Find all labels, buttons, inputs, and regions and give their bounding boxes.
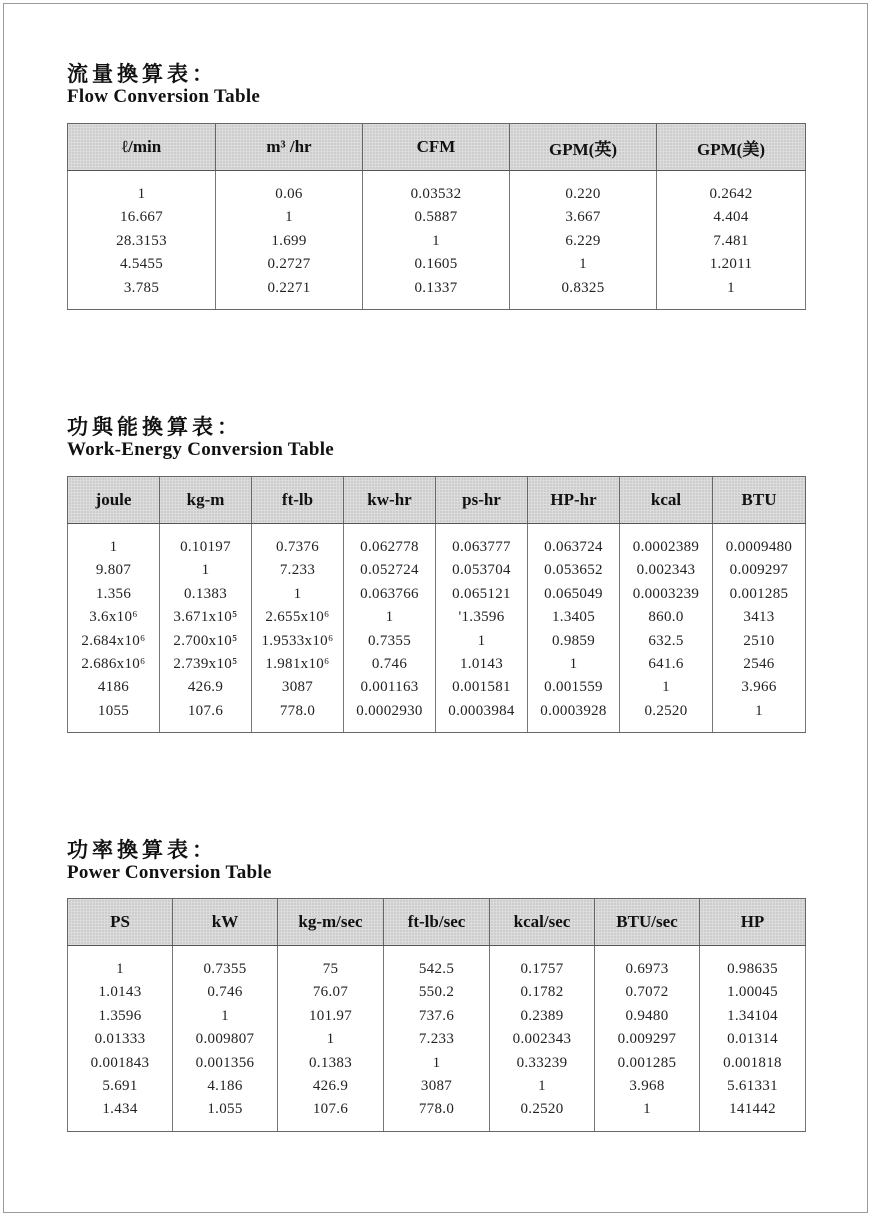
table-cell: 1.0143 (436, 653, 528, 676)
column-header: ft-lb/sec (384, 899, 490, 946)
column-header: CFM (363, 124, 510, 171)
flow-title-block (67, 62, 260, 108)
table-cell: 0.053704 (436, 559, 528, 582)
spacer-cell (68, 1122, 173, 1132)
table-cell: 0.2271 (216, 277, 363, 300)
table-cell: 3.667 (510, 206, 657, 229)
table-row (68, 1098, 806, 1121)
table-row (68, 1028, 806, 1051)
spacer-cell (510, 171, 657, 184)
table-row (68, 183, 806, 206)
spacer-cell (68, 171, 216, 184)
table-cell: 4.404 (657, 206, 806, 229)
spacer-row (68, 946, 806, 959)
table-cell: 5.61331 (700, 1075, 806, 1098)
spacer-row (68, 1122, 806, 1132)
table-row (68, 536, 806, 559)
table-cell: 0.06 (216, 183, 363, 206)
table-header-row (68, 477, 806, 524)
table-cell: 0.7072 (595, 981, 700, 1004)
spacer-cell (384, 946, 490, 959)
table-cell: 0.9859 (528, 630, 620, 653)
spacer-cell (510, 300, 657, 310)
table-cell: 0.001581 (436, 676, 528, 699)
table-cell: 0.0003984 (436, 700, 528, 723)
table-cell: 5.691 (68, 1075, 173, 1098)
table-cell: 0.6973 (595, 958, 700, 981)
table-cell: 0.1383 (160, 583, 252, 606)
column-header: PS (68, 899, 173, 946)
table-cell: 0.746 (344, 653, 436, 676)
spacer-cell (436, 723, 528, 733)
table-row (68, 1005, 806, 1028)
table-cell: 0.03532 (363, 183, 510, 206)
table-cell: 737.6 (384, 1005, 490, 1028)
power-title-en: Power Conversion Table (67, 862, 272, 883)
table-cell: 2.686x10⁶ (68, 653, 160, 676)
table-cell: 1 (657, 277, 806, 300)
table-cell: 3413 (713, 606, 806, 629)
table-cell: 0.8325 (510, 277, 657, 300)
spacer-cell (173, 946, 278, 959)
table-cell: 0.5887 (363, 206, 510, 229)
table-row (68, 630, 806, 653)
table-cell: 0.063777 (436, 536, 528, 559)
table-cell: 6.229 (510, 230, 657, 253)
table-cell: 0.062778 (344, 536, 436, 559)
table-cell: 550.2 (384, 981, 490, 1004)
table-cell: 1.356 (68, 583, 160, 606)
table-cell: 2.739x10⁵ (160, 653, 252, 676)
table-cell: 426.9 (160, 676, 252, 699)
spacer-cell (160, 524, 252, 537)
column-header: ps-hr (436, 477, 528, 524)
spacer-cell (363, 300, 510, 310)
power-title-block (67, 838, 272, 884)
table-row (68, 958, 806, 981)
table-cell: 0.001843 (68, 1052, 173, 1075)
column-header: ft-lb (252, 477, 344, 524)
table-cell: 778.0 (252, 700, 344, 723)
column-header: HP (700, 899, 806, 946)
table-cell: 0.01333 (68, 1028, 173, 1051)
column-header: m³ /hr (216, 124, 363, 171)
spacer-cell (657, 300, 806, 310)
table-cell: 1 (510, 253, 657, 276)
table-cell: 542.5 (384, 958, 490, 981)
table-cell: 1055 (68, 700, 160, 723)
table-cell: 0.0003239 (620, 583, 713, 606)
column-header: kg-m (160, 477, 252, 524)
table-cell: 4186 (68, 676, 160, 699)
spacer-cell (363, 171, 510, 184)
table-row (68, 253, 806, 276)
table-cell: 1 (68, 183, 216, 206)
table-cell: 141442 (700, 1098, 806, 1121)
table-cell: 1.00045 (700, 981, 806, 1004)
table-cell: '1.3596 (436, 606, 528, 629)
column-header: GPM(英) (510, 124, 657, 171)
spacer-row (68, 723, 806, 733)
table-row (68, 700, 806, 723)
table-row (68, 606, 806, 629)
table-cell: 778.0 (384, 1098, 490, 1121)
table-cell: 0.065049 (528, 583, 620, 606)
column-header: HP-hr (528, 477, 620, 524)
table-cell: 7.481 (657, 230, 806, 253)
table-cell: 1 (713, 700, 806, 723)
table-cell: 2.700x10⁵ (160, 630, 252, 653)
table-cell: 0.001163 (344, 676, 436, 699)
table-cell: 1.9533x10⁶ (252, 630, 344, 653)
table-row (68, 230, 806, 253)
table-row (68, 277, 806, 300)
spacer-cell (528, 524, 620, 537)
table-cell: 1 (384, 1052, 490, 1075)
power-title-cn: 功率換算表： (67, 838, 217, 862)
table-cell: 0.01314 (700, 1028, 806, 1051)
spacer-cell (68, 946, 173, 959)
spacer-cell (68, 300, 216, 310)
table-cell: 0.063724 (528, 536, 620, 559)
table-cell: 7.233 (384, 1028, 490, 1051)
spacer-cell (595, 946, 700, 959)
table-cell: 4.186 (173, 1075, 278, 1098)
table-cell: 641.6 (620, 653, 713, 676)
table-cell: 2.655x10⁶ (252, 606, 344, 629)
table-cell: 1 (363, 230, 510, 253)
table-cell: 1 (344, 606, 436, 629)
table-cell: 2510 (713, 630, 806, 653)
table-cell: 101.97 (278, 1005, 384, 1028)
table-cell: 2.684x10⁶ (68, 630, 160, 653)
table-cell: 0.002343 (620, 559, 713, 582)
column-header: kcal (620, 477, 713, 524)
spacer-cell (528, 723, 620, 733)
table-row (68, 981, 806, 1004)
table-cell: 0.98635 (700, 958, 806, 981)
table-cell: 0.001285 (713, 583, 806, 606)
spacer-cell (173, 1122, 278, 1132)
work-title-block (67, 415, 334, 461)
spacer-cell (384, 1122, 490, 1132)
spacer-cell (657, 171, 806, 184)
table-cell: 426.9 (278, 1075, 384, 1098)
table-cell: 0.220 (510, 183, 657, 206)
table-cell: 0.063766 (344, 583, 436, 606)
spacer-cell (68, 524, 160, 537)
table-cell: 1.2011 (657, 253, 806, 276)
table-cell: 0.009807 (173, 1028, 278, 1051)
table-cell: 3.671x10⁵ (160, 606, 252, 629)
table-cell: 1.3596 (68, 1005, 173, 1028)
spacer-cell (344, 723, 436, 733)
table-cell: 9.807 (68, 559, 160, 582)
spacer-cell (700, 946, 806, 959)
spacer-cell (713, 524, 806, 537)
table-cell: 0.1605 (363, 253, 510, 276)
spacer-cell (620, 723, 713, 733)
table-cell: 1.699 (216, 230, 363, 253)
column-header: kw-hr (344, 477, 436, 524)
table-cell: 0.001356 (173, 1052, 278, 1075)
spacer-cell (216, 171, 363, 184)
table-cell: 1 (528, 653, 620, 676)
spacer-cell (713, 723, 806, 733)
column-header: kg-m/sec (278, 899, 384, 946)
table-cell: 632.5 (620, 630, 713, 653)
table-row (68, 653, 806, 676)
table-cell: 0.7355 (344, 630, 436, 653)
table-cell: 107.6 (278, 1098, 384, 1121)
table-cell: 1 (490, 1075, 595, 1098)
table-cell: 0.1383 (278, 1052, 384, 1075)
table-header-row (68, 899, 806, 946)
spacer-row (68, 300, 806, 310)
column-header: ℓ/min (68, 124, 216, 171)
table-cell: 1 (68, 536, 160, 559)
table-row (68, 206, 806, 229)
table-cell: 0.1337 (363, 277, 510, 300)
table-cell: 0.001285 (595, 1052, 700, 1075)
table-cell: 0.2520 (620, 700, 713, 723)
table-cell: 2546 (713, 653, 806, 676)
table-cell: 1.981x10⁶ (252, 653, 344, 676)
table-cell: 1.055 (173, 1098, 278, 1121)
table-row (68, 1075, 806, 1098)
table-cell: 0.2520 (490, 1098, 595, 1121)
table-cell: 0.0003928 (528, 700, 620, 723)
spacer-cell (490, 1122, 595, 1132)
work-title-cn: 功與能換算表： (67, 415, 242, 439)
spacer-cell (278, 1122, 384, 1132)
table-cell: 28.3153 (68, 230, 216, 253)
spacer-cell (700, 1122, 806, 1132)
table-cell: 0.053652 (528, 559, 620, 582)
spacer-cell (68, 723, 160, 733)
table-row (68, 559, 806, 582)
table-cell: 0.002343 (490, 1028, 595, 1051)
table-cell: 1 (278, 1028, 384, 1051)
column-header: BTU/sec (595, 899, 700, 946)
column-header: kW (173, 899, 278, 946)
table-cell: 0.009297 (595, 1028, 700, 1051)
table-cell: 0.33239 (490, 1052, 595, 1075)
column-header: kcal/sec (490, 899, 595, 946)
spacer-cell (344, 524, 436, 537)
table-cell: 1 (252, 583, 344, 606)
table-cell: 3.966 (713, 676, 806, 699)
table-cell: 3087 (252, 676, 344, 699)
table-cell: 3.6x10⁶ (68, 606, 160, 629)
table-cell: 0.2727 (216, 253, 363, 276)
table-row (68, 583, 806, 606)
column-header: GPM(美) (657, 124, 806, 171)
table-cell: 3087 (384, 1075, 490, 1098)
table-cell: 0.9480 (595, 1005, 700, 1028)
table-cell: 0.1757 (490, 958, 595, 981)
table-cell: 0.7355 (173, 958, 278, 981)
work-title-en: Work-Energy Conversion Table (67, 439, 335, 460)
flow-conversion-table (67, 123, 806, 310)
spacer-cell (252, 723, 344, 733)
table-cell: 1 (620, 676, 713, 699)
table-cell: 0.2389 (490, 1005, 595, 1028)
table-cell: 1 (68, 958, 173, 981)
table-cell: 3.968 (595, 1075, 700, 1098)
table-cell: 75 (278, 958, 384, 981)
table-cell: 0.001818 (700, 1052, 806, 1075)
table-row (68, 676, 806, 699)
table-cell: 860.0 (620, 606, 713, 629)
table-cell: 1 (436, 630, 528, 653)
table-cell: 1.434 (68, 1098, 173, 1121)
spacer-cell (490, 946, 595, 959)
spacer-cell (595, 1122, 700, 1132)
spacer-cell (216, 300, 363, 310)
table-cell: 16.667 (68, 206, 216, 229)
column-header: BTU (713, 477, 806, 524)
table-cell: 7.233 (252, 559, 344, 582)
table-cell: 4.5455 (68, 253, 216, 276)
table-cell: 0.001559 (528, 676, 620, 699)
table-cell: 1 (160, 559, 252, 582)
table-cell: 0.0009480 (713, 536, 806, 559)
table-cell: 0.10197 (160, 536, 252, 559)
table-cell: 1 (595, 1098, 700, 1121)
table-cell: 0.7376 (252, 536, 344, 559)
spacer-row (68, 171, 806, 184)
table-cell: 1.3405 (528, 606, 620, 629)
table-cell: 1 (173, 1005, 278, 1028)
spacer-cell (160, 723, 252, 733)
spacer-row (68, 524, 806, 537)
table-cell: 0.065121 (436, 583, 528, 606)
table-cell: 1.34104 (700, 1005, 806, 1028)
table-cell: 0.009297 (713, 559, 806, 582)
table-cell: 1 (216, 206, 363, 229)
column-header: joule (68, 477, 160, 524)
table-cell: 0.1782 (490, 981, 595, 1004)
table-cell: 0.052724 (344, 559, 436, 582)
table-cell: 0.0002389 (620, 536, 713, 559)
spacer-cell (436, 524, 528, 537)
table-cell: 107.6 (160, 700, 252, 723)
flow-title-cn: 流量換算表： (67, 62, 217, 86)
flow-title-en: Flow Conversion Table (67, 86, 261, 107)
table-cell: 76.07 (278, 981, 384, 1004)
spacer-cell (278, 946, 384, 959)
table-cell: 0.2642 (657, 183, 806, 206)
power-conversion-table (67, 898, 806, 1132)
table-header-row (68, 124, 806, 171)
table-cell: 0.746 (173, 981, 278, 1004)
table-row (68, 1052, 806, 1075)
spacer-cell (252, 524, 344, 537)
table-cell: 3.785 (68, 277, 216, 300)
spacer-cell (620, 524, 713, 537)
work-energy-conversion-table (67, 476, 806, 733)
table-cell: 1.0143 (68, 981, 173, 1004)
table-cell: 0.0002930 (344, 700, 436, 723)
